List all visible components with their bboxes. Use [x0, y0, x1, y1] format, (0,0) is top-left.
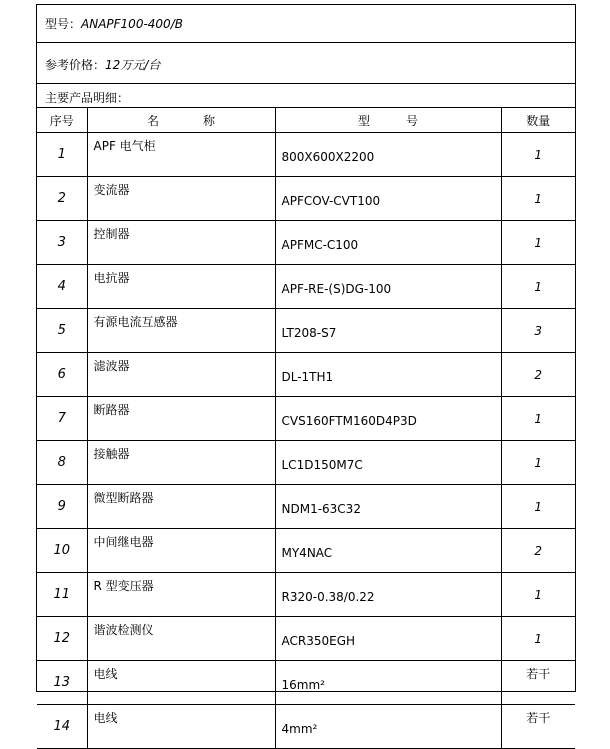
- row-index: 8: [37, 441, 87, 485]
- row-model: ACR350EGH: [275, 617, 501, 661]
- row-index: 13: [37, 661, 87, 705]
- row-name: 控制器: [87, 221, 275, 265]
- row-name: 电抗器: [87, 265, 275, 309]
- table-row: [37, 397, 575, 441]
- row-model: APF-RE-(S)DG-100: [275, 265, 501, 309]
- row-index: 4: [37, 265, 87, 309]
- row-qty: 3: [501, 309, 575, 353]
- row-qty: 1: [501, 133, 575, 177]
- table-row: [37, 265, 575, 309]
- row-index: 2: [37, 177, 87, 221]
- row-model: CVS160FTM160D4P3D: [275, 397, 501, 441]
- col-header-model: 型 号: [275, 108, 501, 133]
- row-index: 3: [37, 221, 87, 265]
- row-model: LT208-S7: [275, 309, 501, 353]
- row-index: 7: [37, 397, 87, 441]
- model-value: ANAPF100-400/B: [81, 17, 183, 31]
- row-index: 10: [37, 529, 87, 573]
- row-name: 接触器: [87, 441, 275, 485]
- row-model: NDM1-63C32: [275, 485, 501, 529]
- divider: [37, 83, 575, 84]
- row-name: 断路器: [87, 397, 275, 441]
- col-header-name: 名 称: [87, 108, 275, 133]
- row-model: DL-1TH1: [275, 353, 501, 397]
- row-model: APFMC-C100: [275, 221, 501, 265]
- table-row: [37, 441, 575, 485]
- table-row: [37, 661, 575, 705]
- row-name: 中间继电器: [87, 529, 275, 573]
- row-index: 14: [37, 705, 87, 749]
- price-line: [45, 56, 160, 73]
- table-row: [37, 705, 575, 749]
- table-row: [37, 133, 575, 177]
- row-name: 谐波检测仪: [87, 617, 275, 661]
- row-qty: 1: [501, 177, 575, 221]
- row-index: 11: [37, 573, 87, 617]
- price-value: 12万元/台: [105, 58, 161, 72]
- table-row: [37, 485, 575, 529]
- table-row: [37, 529, 575, 573]
- col-header-qty: 数量: [501, 108, 575, 133]
- table-header-row: [37, 108, 575, 133]
- model-line: [45, 15, 183, 32]
- row-qty: 1: [501, 485, 575, 529]
- row-index: 12: [37, 617, 87, 661]
- row-index: 1: [37, 133, 87, 177]
- row-qty: 若干: [501, 705, 575, 749]
- row-model: 16mm²: [275, 661, 501, 705]
- row-model: LC1D150M7C: [275, 441, 501, 485]
- model-label: 型号：: [45, 17, 82, 31]
- row-index: 6: [37, 353, 87, 397]
- row-model: 4mm²: [275, 705, 501, 749]
- row-name: 有源电流互感器: [87, 309, 275, 353]
- table-row: [37, 573, 575, 617]
- row-index: 5: [37, 309, 87, 353]
- table-row: [37, 353, 575, 397]
- price-label: 参考价格：: [45, 58, 106, 72]
- row-qty: 若干: [501, 661, 575, 705]
- row-model: APFCOV-CVT100: [275, 177, 501, 221]
- row-qty: 2: [501, 353, 575, 397]
- row-qty: 1: [501, 397, 575, 441]
- row-qty: 1: [501, 441, 575, 485]
- divider: [37, 42, 575, 43]
- row-qty: 1: [501, 573, 575, 617]
- row-model: 800X600X2200: [275, 133, 501, 177]
- product-table: [37, 107, 575, 749]
- row-model: MY4NAC: [275, 529, 501, 573]
- product-spec-sheet: [36, 4, 576, 736]
- table-row: [37, 617, 575, 661]
- row-index: 9: [37, 485, 87, 529]
- row-name: APF 电气柜: [87, 133, 275, 177]
- table-row: [37, 177, 575, 221]
- row-name: 电线: [87, 705, 275, 749]
- table-row: [37, 309, 575, 353]
- row-qty: 1: [501, 221, 575, 265]
- col-header-index: 序号: [37, 108, 87, 133]
- table-row: [37, 221, 575, 265]
- row-name: 变流器: [87, 177, 275, 221]
- row-name: 微型断路器: [87, 485, 275, 529]
- row-qty: 2: [501, 529, 575, 573]
- detail-title: 主要产品明细：: [45, 91, 130, 105]
- row-name: R 型变压器: [87, 573, 275, 617]
- row-model: R320-0.38/0.22: [275, 573, 501, 617]
- row-qty: 1: [501, 617, 575, 661]
- row-name: 滤波器: [87, 353, 275, 397]
- row-name: 电线: [87, 661, 275, 705]
- row-qty: 1: [501, 265, 575, 309]
